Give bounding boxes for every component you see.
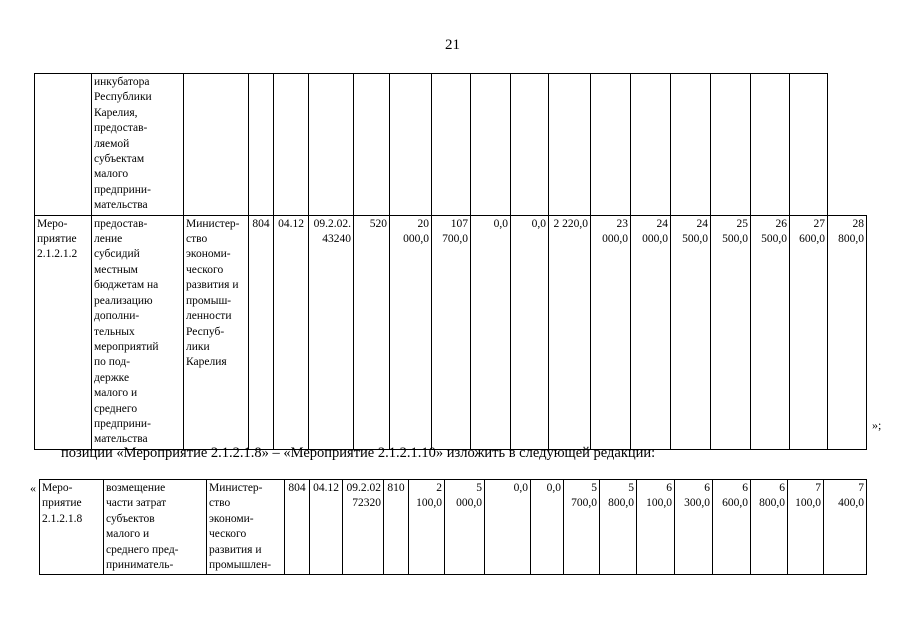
table-row <box>35 74 867 216</box>
table-cell <box>249 74 274 216</box>
table-cell: 04.12 <box>310 480 343 575</box>
table-cell: 24 000,0 <box>631 215 671 449</box>
table-cell: 804 <box>285 480 310 575</box>
table-cell: 04.12 <box>274 215 309 449</box>
table-cell <box>432 74 471 216</box>
table-cell: 23 000,0 <box>591 215 631 449</box>
new-edition-table <box>39 479 867 575</box>
table-cell <box>711 74 751 216</box>
table-cell <box>309 74 354 216</box>
table-cell: 25 500,0 <box>711 215 751 449</box>
closing-mark: »; <box>872 418 882 432</box>
table-cell <box>751 74 790 216</box>
table-cell: 0,0 <box>531 480 564 575</box>
table-cell <box>631 74 671 216</box>
table-cell: предостав- ление субсидий местным бюджетам на реализацию дополни- тельных мероприятий по под- держке малого и среднего предприни- мательства <box>92 215 184 449</box>
table-cell: 20 000,0 <box>390 215 432 449</box>
table-cell: 7 100,0 <box>788 480 824 575</box>
table-cell: Меро- приятие 2.1.2.1.2 <box>35 215 92 449</box>
table-cell: 27 600,0 <box>790 215 828 449</box>
table-cell <box>184 74 249 216</box>
opening-quote: « <box>30 481 36 495</box>
table-row <box>35 215 867 449</box>
table-cell <box>35 74 92 216</box>
table-cell <box>471 74 511 216</box>
table-cell: 6 600,0 <box>713 480 751 575</box>
table-cell: 2 100,0 <box>409 480 445 575</box>
continuation-table <box>34 73 867 450</box>
table-cell: Министер- ство экономи- ческого развития и промышлен- <box>207 480 285 575</box>
table-cell: 5 000,0 <box>445 480 485 575</box>
table-cell: 0,0 <box>471 215 511 449</box>
table-cell: 6 800,0 <box>751 480 788 575</box>
table-cell: 5 700,0 <box>564 480 600 575</box>
table-cell: возмещение части затрат субъектов малого и среднего пред- приниматель- <box>104 480 207 575</box>
table-cell <box>354 74 390 216</box>
table-cell <box>511 74 549 216</box>
table-cell: Министер- ство экономи- ческого развития и промыш- ленности Респуб- лики Карелия <box>184 215 249 449</box>
table-cell: 804 <box>249 215 274 449</box>
table-cell <box>274 74 309 216</box>
table-cell: 0,0 <box>511 215 549 449</box>
table-cell: 520 <box>354 215 390 449</box>
table-cell: Меро- приятие 2.1.2.1.8 <box>40 480 104 575</box>
table-cell: 09.2.02 72320 <box>343 480 384 575</box>
paragraph: позиции «Мероприятие 2.1.2.1.8» – «Мероприятие 2.1.2.1.10» изложить в следующей редакции: <box>61 445 656 461</box>
table-cell <box>591 74 631 216</box>
table-cell: 28 800,0 <box>828 215 867 449</box>
table-cell: 6 300,0 <box>675 480 713 575</box>
table-cell: 5 800,0 <box>600 480 637 575</box>
table-cell <box>790 74 828 216</box>
table-cell: 0,0 <box>485 480 531 575</box>
table-cell: 7 400,0 <box>824 480 867 575</box>
table-cell: 09.2.02. 43240 <box>309 215 354 449</box>
table-cell: 26 500,0 <box>751 215 790 449</box>
table-cell <box>549 74 591 216</box>
table-cell <box>671 74 711 216</box>
page-number: 21 <box>445 37 460 53</box>
table-cell: инкубатора Республики Карелия, предостав- ляемой субъектам малого предприни- мательства <box>92 74 184 216</box>
table-cell: 107 700,0 <box>432 215 471 449</box>
table-cell: 2 220,0 <box>549 215 591 449</box>
table-cell: 24 500,0 <box>671 215 711 449</box>
table-cell: 810 <box>384 480 409 575</box>
table-row <box>40 480 867 575</box>
table-cell <box>390 74 432 216</box>
table-cell: 6 100,0 <box>637 480 675 575</box>
